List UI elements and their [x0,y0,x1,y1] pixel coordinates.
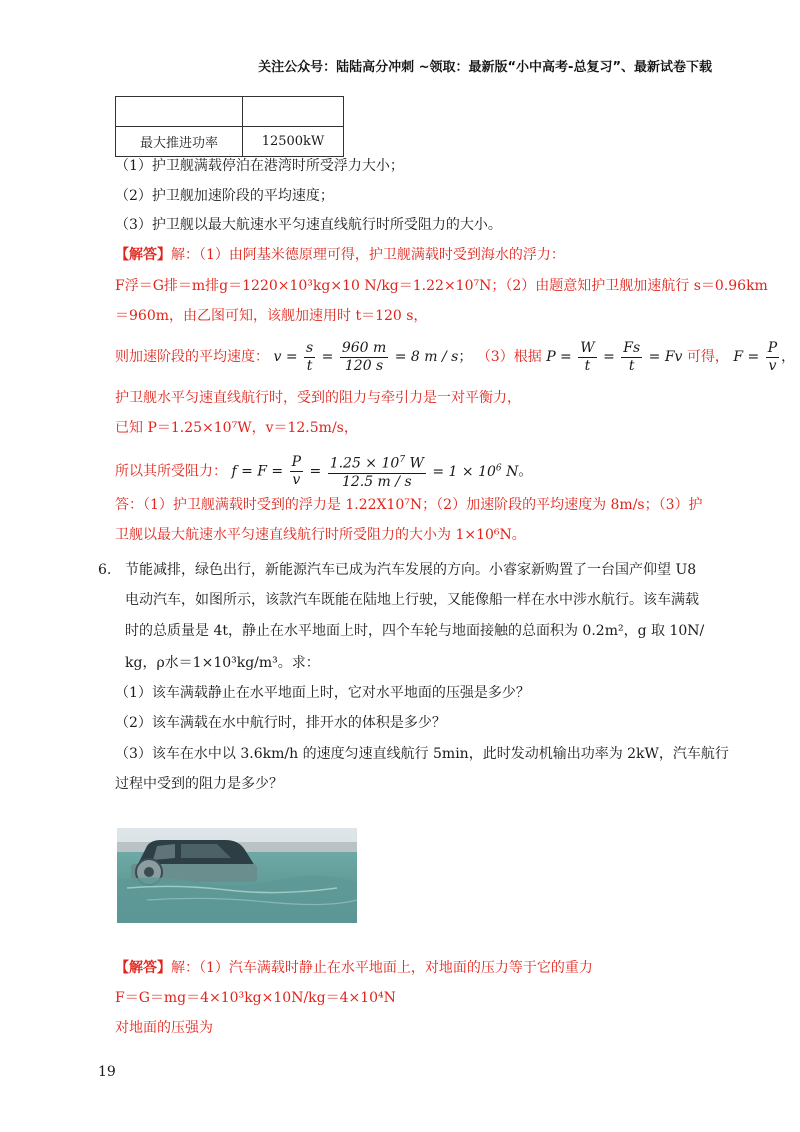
amphibious-car-photo [117,828,357,923]
q5-answer-line5: 护卫舰水平匀速直线航行时，受到的阻力与牵引力是一对平衡力， [115,390,521,406]
table-row [116,127,344,157]
q5-answer-line2: F浮＝G排＝m排g＝1220×10³kg×10 N/kg＝1.22×10⁷N；（2）由题意知护卫舰加速航行 s＝0.96km [115,278,768,294]
q6-number: 6. [98,562,112,578]
q5-sub1: （1）护卫舰满载停泊在港湾时所受浮力大小； [115,158,404,174]
q5-answer-line7: 所以其所受阻力： f = F = $\frac{P}{v}$ = $\frac{1.25 \times 10^7 W}{12.5 m / s}$ = $1 \times 10^6$ N。 [115,454,533,490]
page-number: 19 [98,1064,116,1080]
q5-answer-line3: ＝960m，由乙图可知，该舰加速用时 t＝120 s， [115,308,428,324]
q5-conclusion-line2: 卫舰以最大航速水平匀速直线航行时所受阻力的大小为 1×10⁶N。 [115,527,526,543]
answer-tag: 【解答】 [115,960,171,976]
q5-answer-line4: 则加速阶段的平均速度： v = $\frac{s}{t}$ = $\frac{960 m}{120 s}$ = 8 m / s； （3）根据 P = $\frac{W}{t}$ = $\frac{Fs}{t}$ = Fv 可得， F = $\frac{P}{v}$ ， [115,339,796,374]
q6-sub3-cont: 过程中受到的阻力是多少？ [115,776,283,792]
table-cell-label: 最大推进功率 [116,127,243,157]
table-cell-value: 12500kW [243,127,344,157]
q5-answer-intro: 【解答】解：（1）由阿基米德原理可得，护卫舰满载时受到海水的浮力： [115,247,565,263]
q5-sub3: （3）护卫舰以最大航速水平匀速直线航行时所受阻力的大小。 [115,217,502,233]
q5-conclusion-line1: 答：（1）护卫舰满载时受到的浮力是 1.22X10⁷N；（2）加速阶段的平均速度为 8m/s；（3）护 [115,497,703,513]
q6-sub3: （3）该车在水中以 3.6km/h 的速度匀速直线航行 5min，此时发动机输出功率为 2kW，汽车航行 [115,746,729,762]
q6-sub2: （2）该车满载在水中航行时，排开水的体积是多少？ [115,715,446,731]
q6-answer-intro: 【解答】解：（1）汽车满载时静止在水平地面上，对地面的压力等于它的重力 [115,960,593,976]
q6-stem-line4: kg，ρ水＝1×10³kg/m³。求： [125,655,320,671]
page-header: 关注公众号：陆陆高分冲刺 ~领取：最新版“小中高考-总复习”、最新试卷下载 [258,60,712,75]
q5-answer-line6: 已知 P＝1.25×10⁷W，v＝12.5m/s， [115,420,358,436]
q5-sub2: （2）护卫舰加速阶段的平均速度； [115,188,334,204]
q6-stem-line2: 电动汽车，如图所示，该款汽车既能在陆地上行驶，又能像船一样在水中涉水航行。该车满载 [125,592,699,608]
q6-answer-line3: 对地面的压强为 [115,1020,213,1036]
q6-answer-line2: F＝G＝mg＝4×10³kg×10N/kg＝4×10⁴N [115,990,396,1006]
answer-tag: 【解答】 [115,247,171,263]
q6-stem-line1: 节能减排，绿色出行，新能源汽车已成为汽车发展的方向。小睿家新购置了一台国产仰望 U8 [125,562,697,578]
table-row [116,97,344,127]
q6-stem-line3: 时的总质量是 4t，静止在水平地面上时，四个车轮与地面接触的总面积为 0.2m²，g 取 10N/ [125,623,705,639]
spec-table [115,96,344,157]
q6-sub1: （1）该车满载静止在水平地面上时，它对水平地面的压强是多少？ [115,685,530,701]
